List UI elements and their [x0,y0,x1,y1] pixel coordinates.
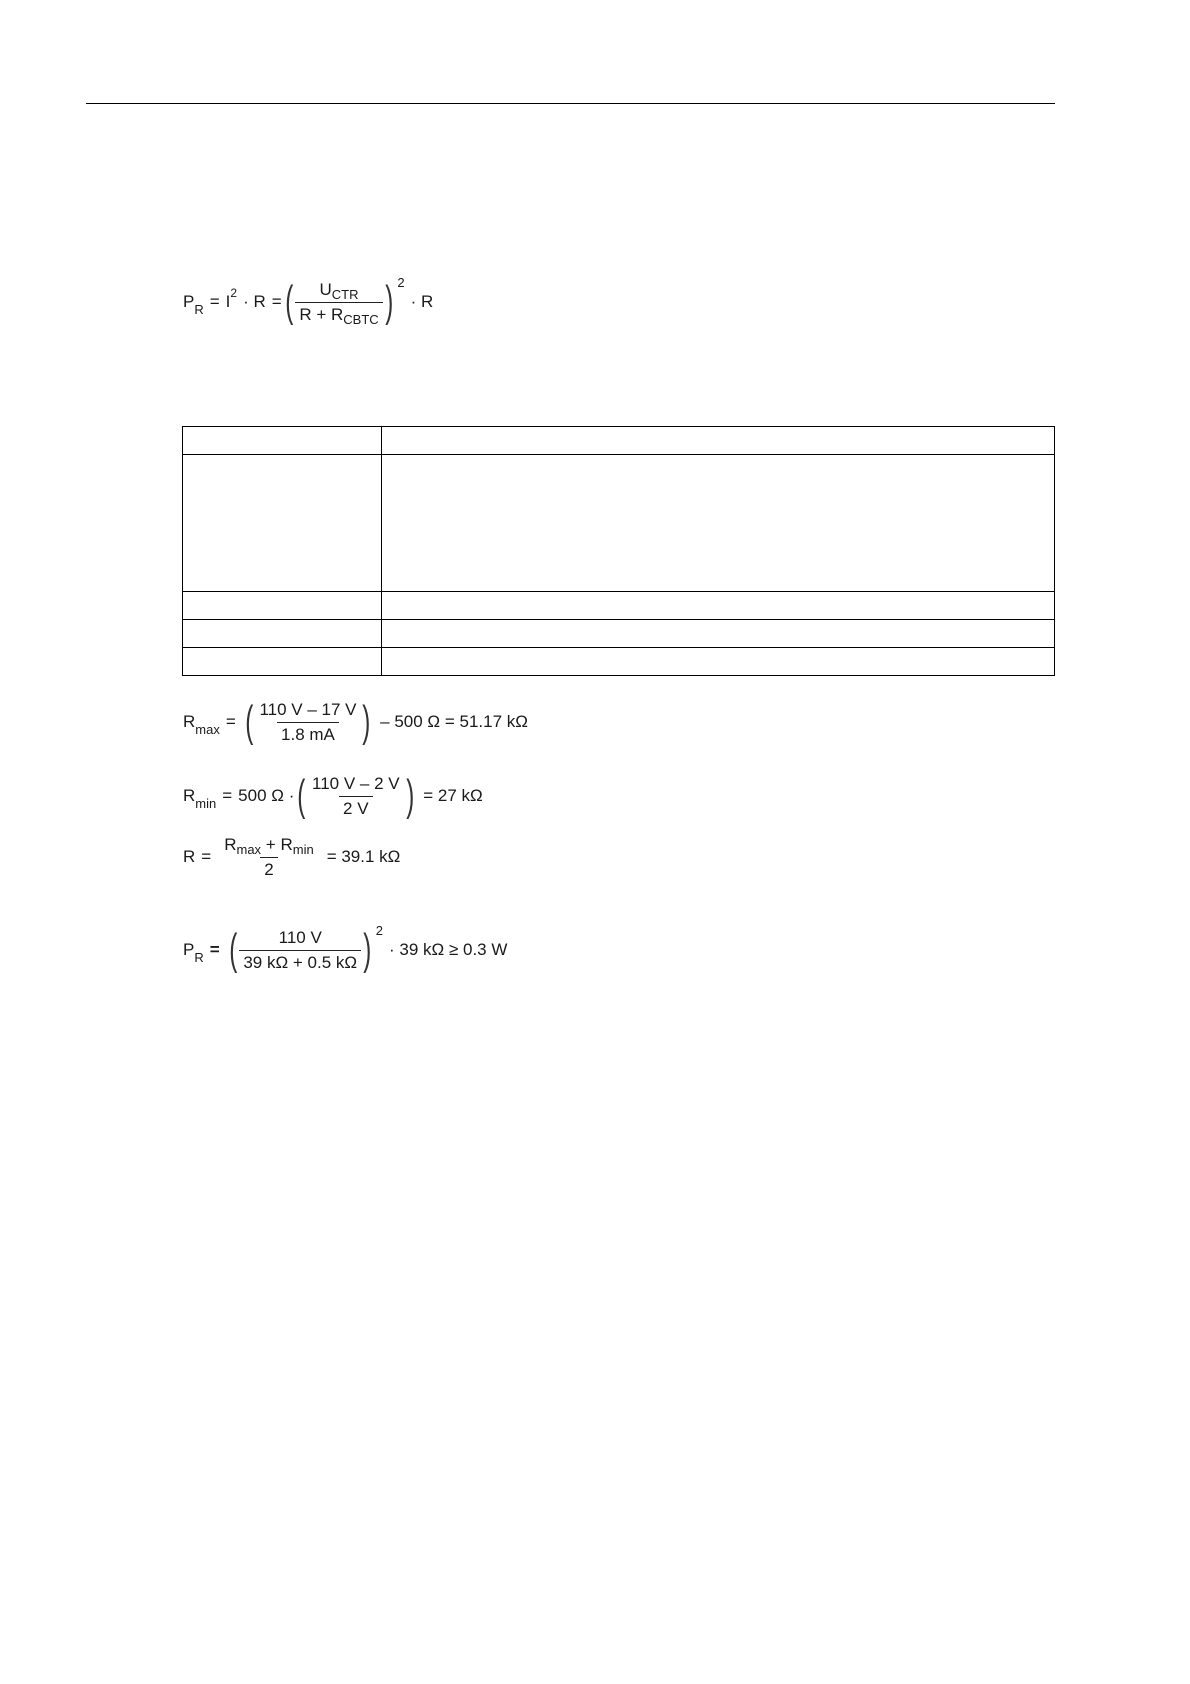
formula-subscript: min [292,842,314,857]
formula-subscript: max [195,721,220,737]
formula-subscript: R [194,949,204,965]
denominator: 39 kΩ + 0.5 kΩ [239,950,361,973]
parenthesis-group: ( $\frac{U_{CTR}}{R + R_{CBTC}}$ ) [285,277,394,327]
formula-superscript: 2 [230,286,238,301]
fraction [255,700,360,744]
formula-power [183,274,434,327]
formula-symbol: I [225,292,231,312]
equals-sign: = [209,292,220,312]
formula-result: = 39.1 kΩ [326,847,401,867]
equals-sign: = [271,292,282,312]
table-cell [183,620,382,648]
formula-r-average [183,835,400,879]
formula-power-result [183,922,508,975]
fraction [295,280,382,327]
table-cell [183,648,382,676]
formula-term: · R [410,292,434,312]
parameter-table [182,426,1055,676]
table-row [183,427,1055,455]
formula-symbol: R [183,847,196,867]
denominator: 1.8 mA [277,722,339,745]
numerator: 110 V [278,928,322,947]
table-cell [183,427,382,455]
formula-result: – 500 Ω = 51.17 kΩ [380,712,528,732]
table-row [183,455,1055,592]
table-cell [382,620,1055,648]
numerator: 110 V – 2 V [312,774,400,793]
equals-sign: = [225,712,236,732]
formula-term: 500 Ω · [238,786,295,806]
formula-subscript: min [195,795,217,811]
table-cell [382,427,1055,455]
equals-sign: = [201,847,212,867]
equals-sign: = [209,940,220,960]
table-cell [382,592,1055,620]
formula-subscript: CBTC [343,311,379,327]
formula-term: · R [243,292,266,312]
formula-exponent: 2 [397,274,405,290]
table-row [183,648,1055,676]
formula-exponent: 2 [375,922,383,938]
denominator: 2 [260,857,277,880]
formula-rmax [183,697,528,747]
formula-result: = 27 kΩ [423,786,483,806]
table-row [183,620,1055,648]
parenthesis-group: ( $\frac{110 V}{39 k\Omega + 0.5 k\Omega}$ ) [228,925,372,975]
table-cell [183,455,382,592]
numerator: 110 V – 17 V [259,700,357,719]
formula-subscript: max [236,842,262,857]
parenthesis-group: ( $\frac{110 V - 17 V}{1.8 mA}$ ) [245,697,371,747]
equals-sign: = [222,786,233,806]
formula-subscript: R [194,301,204,317]
parenthesis-group: ( $\frac{110 V - 2 V}{2 V}$ ) [297,771,414,821]
table-cell [382,455,1055,592]
denominator: 2 V [339,796,373,819]
table-cell [382,648,1055,676]
formula-subscript: CTR [331,287,359,302]
fraction [239,928,361,972]
numerator: R [224,835,237,854]
formula-symbol: P [183,292,195,312]
denominator: R + R [299,304,344,324]
formula-rmin [183,771,483,821]
formula-symbol: R [183,712,196,732]
header-rule [86,103,1055,104]
table-row [183,592,1055,620]
fraction [220,835,317,879]
formula-result: · 39 kΩ ≥ 0.3 W [389,940,508,960]
formula-symbol: R [183,786,196,806]
table-cell [183,592,382,620]
formula-symbol: P [183,940,195,960]
numerator: + R [265,835,293,854]
fraction [308,774,404,818]
numerator: U [319,280,332,299]
